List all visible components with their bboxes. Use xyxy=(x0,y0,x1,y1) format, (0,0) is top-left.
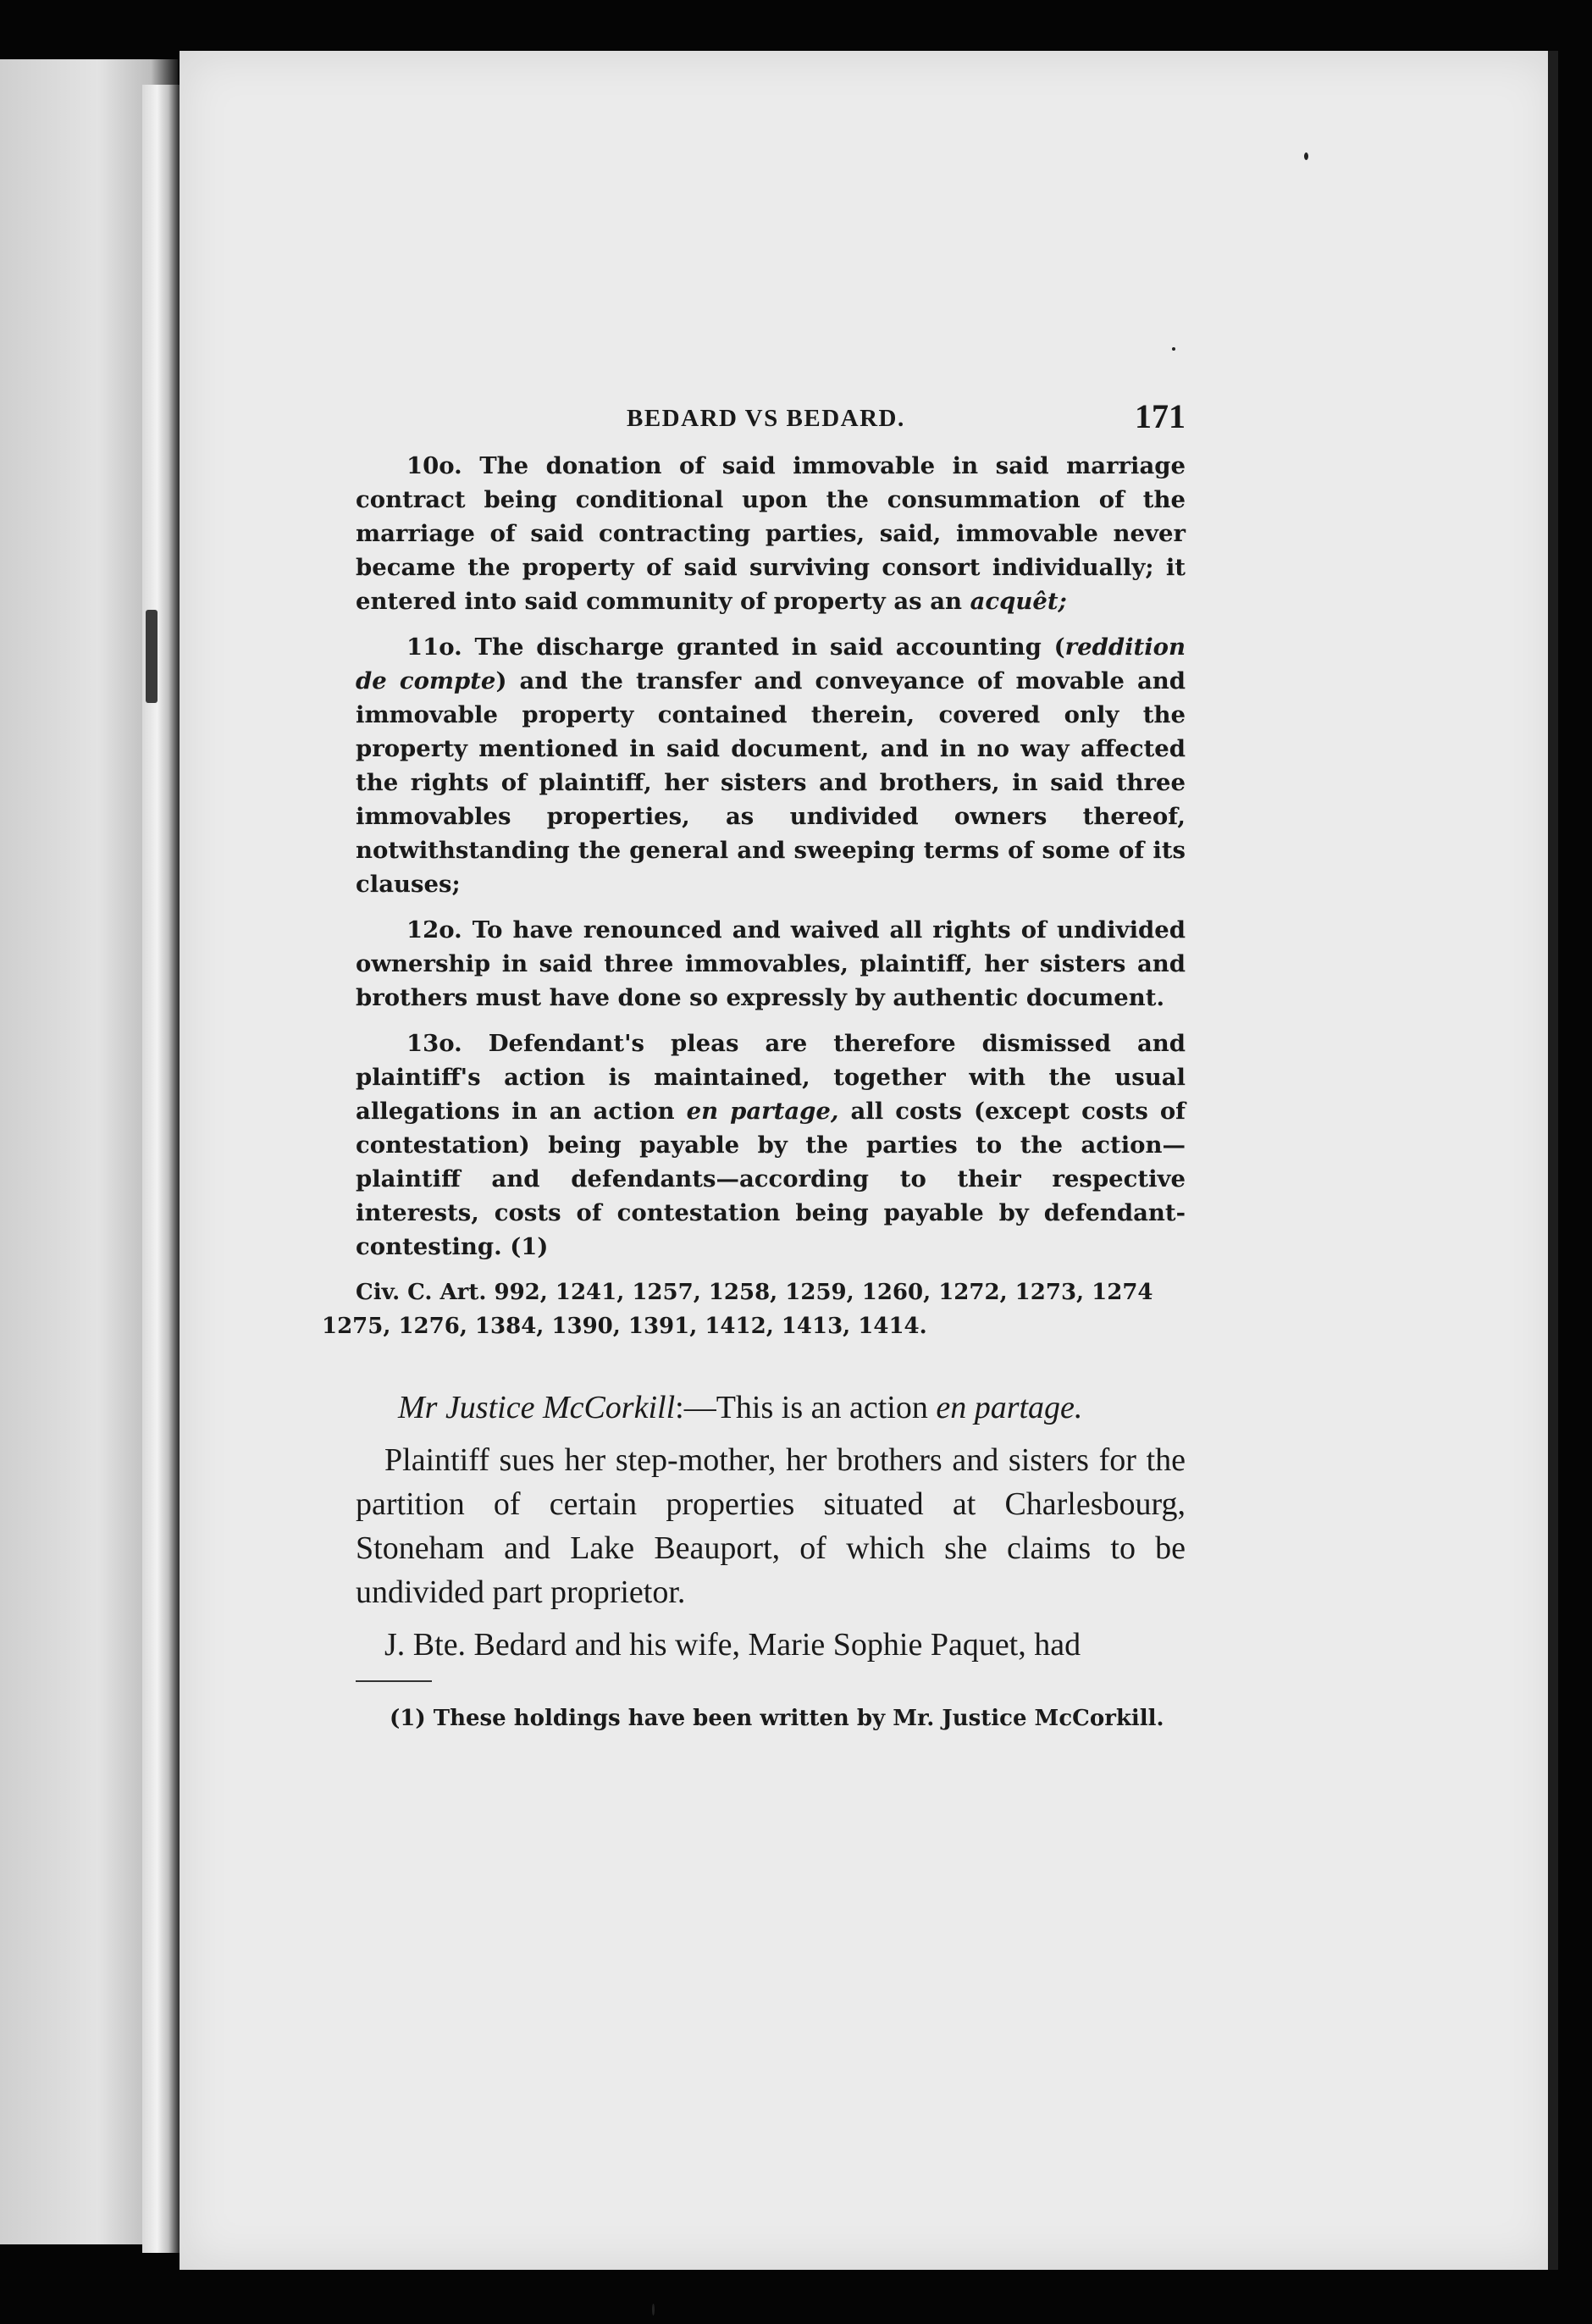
footnote-rule xyxy=(356,1680,432,1682)
spine-mark xyxy=(146,610,158,703)
holding-text: ) and the transfer and conveyance of movable and immovable property contained therein, covered only the property mentioned in said document, and in no way affected the rights of plaintiff, her sisters and brothers, in said three immovables properties, as undivided owners thereof, notwithstanding the general and sweeping terms of some of its clauses; xyxy=(356,667,1186,898)
opinion-paragraph: Plaintiff sues her step-mother, her brothers and sisters for the partition of certain properties situated at Charlesbourg, Stoneham and Lake Beauport, of which she claims to be undivided part proprietor. xyxy=(356,1442,1186,1610)
speck xyxy=(1304,152,1308,160)
judge-name: Mr Justice McCorkill xyxy=(398,1390,676,1425)
page-content xyxy=(322,390,1186,1735)
holding-italic-text: reddition de compte xyxy=(356,634,1186,694)
holding-text: all costs (except costs of contestation) being payable by the parties to the action—plaintiff and defendants—according to their respective interests, costs of contestation being payable by defendant-contesting. (1) xyxy=(356,1098,1186,1260)
holding-text: 11o. The discharge granted in said accounting ( xyxy=(406,634,1065,661)
opinion-intro-text: :—This is an action xyxy=(675,1390,937,1425)
opinion-intro xyxy=(356,1386,1186,1430)
holding-text: 12o. To have renounced and waived all rights of undivided ownership in said three immovables, plaintiff, her sisters and brothers must have done so expressly by authentic document. xyxy=(356,916,1186,1011)
civil-code-references: Civ. C. Art. 992, 1241, 1257, 1258, 1259, 1260, 1272, 1273, 1274 1275, 1276, 1384, 1390, 1391, 1412, 1413, 1414. xyxy=(322,1280,1153,1339)
footnote: (1) These holdings have been written by Mr. Justice McCorkill. xyxy=(390,1706,1164,1731)
holding-italic-text: en partage, xyxy=(686,1098,839,1125)
right-page-edge xyxy=(1548,51,1558,2270)
holdings xyxy=(356,449,1186,1264)
holding-paragraph xyxy=(356,449,1186,618)
speck xyxy=(652,2304,655,2316)
holding-text: 13o. Defendant's pleas are therefore dismissed and plaintiff's action is maintained, together with the usual allegations in an action xyxy=(356,1030,1186,1125)
running-head xyxy=(356,390,1186,449)
holding-paragraph xyxy=(356,913,1186,1015)
opinion-intro-italic: en partage. xyxy=(936,1390,1083,1425)
running-title: BEDARD VS BEDARD. xyxy=(627,405,905,432)
holding-paragraph xyxy=(356,630,1186,901)
holding-paragraph xyxy=(356,1026,1186,1264)
book-spine xyxy=(142,85,180,2253)
holding-text: 10o. The donation of said immovable in said marriage contract being conditional upon the consummation of the marriage of said contracting parties, said, immovable never became the property of said surviving consort individually; it entered into said community of property as an xyxy=(356,452,1186,615)
page-number: 171 xyxy=(1135,397,1186,435)
speck xyxy=(1172,347,1175,351)
opinion-paragraph: J. Bte. Bedard and his wife, Marie Sophie Paquet, had xyxy=(384,1627,1081,1663)
holding-italic-text: acquêt; xyxy=(970,588,1067,615)
